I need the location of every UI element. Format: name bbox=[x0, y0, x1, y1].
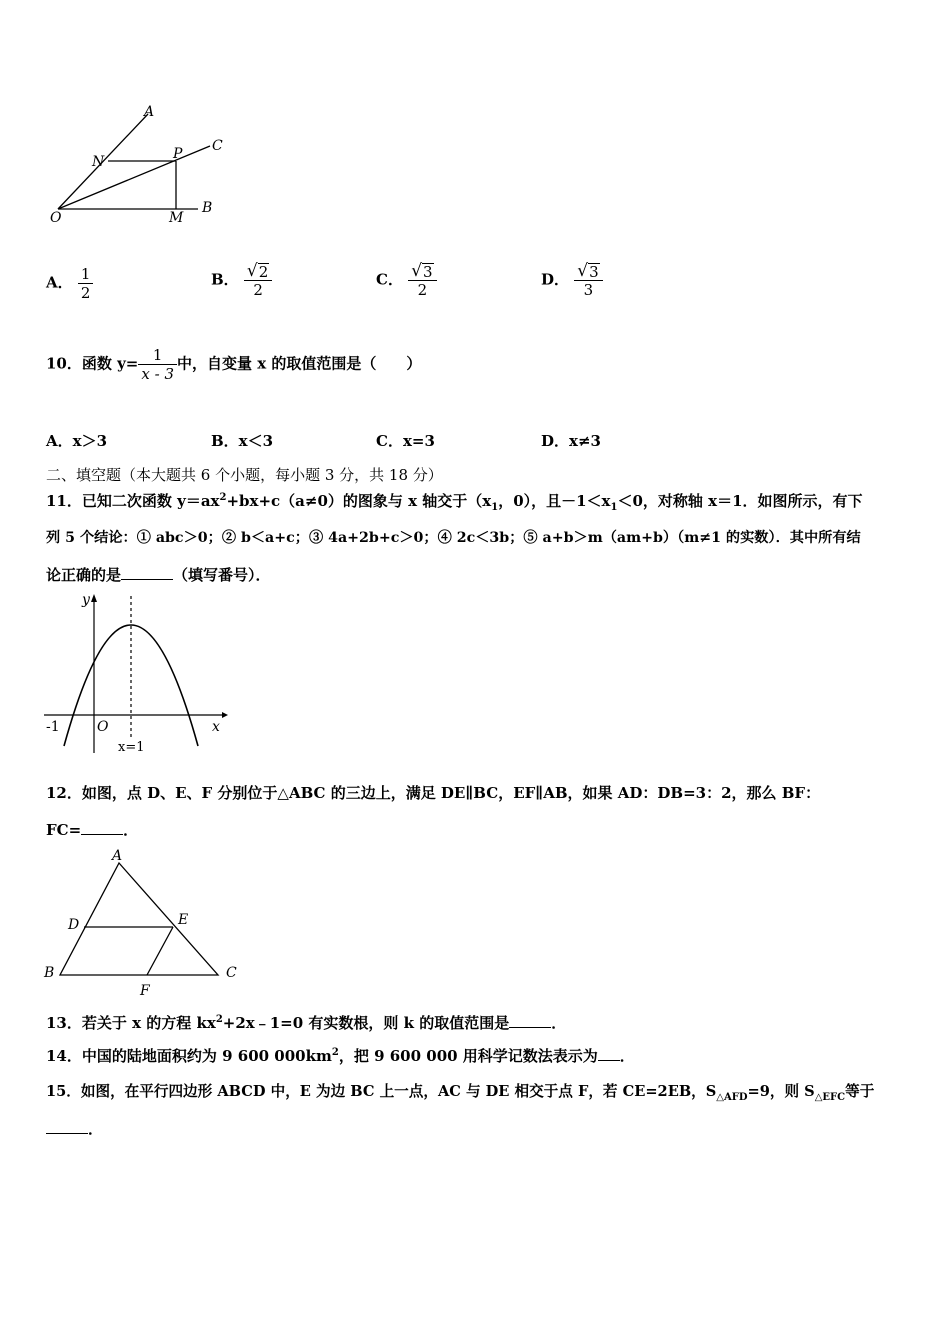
fraction: $\frac{1}{x - 3}$ bbox=[138, 346, 177, 383]
label-b: B bbox=[202, 200, 213, 216]
answer-blank[interactable] bbox=[598, 1046, 620, 1061]
answer-blank[interactable] bbox=[46, 1119, 88, 1134]
q11-line-1: 11．已知二次函数 $y=ax^2+bx+c(a\ne 0)$的图象与 x 轴交于（$x_1$，0），且$-1<x_1<0$，对称轴 x＝1．如图所示，有下 bbox=[46, 492, 863, 513]
fraction: √ 3 2 bbox=[408, 262, 436, 299]
q10-option-c[interactable]: C．x=3 bbox=[376, 432, 435, 450]
q9-option-c[interactable]: C． √ 3 2 bbox=[376, 262, 437, 299]
y-axis-arrow-icon bbox=[91, 594, 97, 602]
x-axis-label: x bbox=[212, 719, 220, 735]
y-axis-label: y bbox=[82, 592, 90, 608]
label-f: F bbox=[140, 983, 150, 999]
answer-blank[interactable] bbox=[121, 565, 173, 580]
symmetry-axis-label: x=1 bbox=[118, 740, 145, 755]
angle-figure bbox=[40, 98, 240, 233]
q11-line-2: 列 5 个结论：① abc＞0；② b＜a+c；③ 4a+2b+c＞0；④ 2c＜3b；⑤ a+b＞m（am+b）（m≠1 的实数）．其中所有结 bbox=[46, 530, 861, 546]
label-c: C bbox=[212, 138, 223, 154]
label-b: B bbox=[44, 965, 55, 981]
q12-line-1: 12．如图，点 D、E、F 分别位于△ABC 的三边上，满足 DE∥BC，EF∥AB，如果 AD：DB=3：2，那么 BF： bbox=[46, 784, 821, 802]
ray-oc bbox=[58, 146, 210, 209]
q11-line-3: 论正确的是 （填写番号）． bbox=[46, 566, 271, 584]
label-c: C bbox=[226, 965, 237, 981]
answer-blank[interactable] bbox=[81, 820, 123, 835]
x-axis-arrow-icon bbox=[222, 712, 228, 718]
q9-option-b[interactable]: B． √ 2 2 bbox=[211, 262, 272, 299]
label-a: A bbox=[144, 104, 155, 120]
q10-option-a[interactable]: A．x＞3 bbox=[46, 432, 108, 450]
q12-line-2: FC= ． bbox=[46, 821, 139, 839]
parabola-figure bbox=[40, 588, 230, 758]
answer-blank[interactable] bbox=[509, 1013, 551, 1028]
q9-option-a[interactable]: A． $\frac{1}{2}$ bbox=[46, 265, 93, 302]
label-a: A bbox=[112, 848, 123, 864]
sqrt-symbol: √ 3 bbox=[411, 261, 433, 281]
q9-option-d[interactable]: D． √ 3 3 bbox=[541, 262, 603, 299]
q10-option-b[interactable]: B．x＜3 bbox=[211, 432, 274, 450]
fraction: √ 2 2 bbox=[244, 262, 272, 299]
label-m: M bbox=[169, 210, 184, 226]
parabola-curve bbox=[64, 625, 198, 746]
q10-option-d[interactable]: D．x≠3 bbox=[541, 432, 601, 450]
label-d: D bbox=[68, 917, 80, 933]
origin-label: O bbox=[97, 719, 109, 735]
section-title: 二、填空题（本大题共 6 个小题，每小题 3 分，共 18 分） bbox=[46, 466, 443, 484]
q14-stem: 14．中国的陆地面积约为 9 600 $000km^2$，把 9 600 000 用科学记数法表示为 ． bbox=[46, 1047, 635, 1065]
label-e: E bbox=[178, 912, 189, 928]
label-p: P bbox=[173, 146, 183, 162]
triangle-figure bbox=[40, 845, 250, 1000]
fraction: $\frac{1}{2}$ bbox=[78, 265, 94, 302]
sqrt-symbol: √ 3 bbox=[577, 261, 599, 281]
q15-line-1: 15．如图，在平行四边形 ABCD 中，E 为边 BC 上一点，AC 与 DE 相交于点 F，若 CE=2EB，$S_{\triangle AFD}=9$，则 $S_{\triangle EFC}$等于 bbox=[46, 1083, 875, 1103]
segment-ef bbox=[147, 927, 173, 975]
q15-line-2: ． bbox=[46, 1118, 103, 1139]
fraction: √ 3 3 bbox=[574, 262, 602, 299]
label-o: O bbox=[50, 210, 62, 226]
q10-stem: 10．函数 y= $\frac{1}{x - 3}$ 中，自变量 x 的取值范围是（ ） bbox=[46, 346, 422, 383]
sqrt-symbol: √ 2 bbox=[246, 261, 269, 281]
label-n: N bbox=[92, 154, 105, 170]
q13-stem: 13．若关于 x 的方程 $kx^2+2x﹣1=0$ 有实数根，则 k 的取值范围是 ． bbox=[46, 1014, 567, 1032]
triangle-abc bbox=[60, 863, 218, 975]
minus-one-label: -1 bbox=[46, 719, 60, 735]
